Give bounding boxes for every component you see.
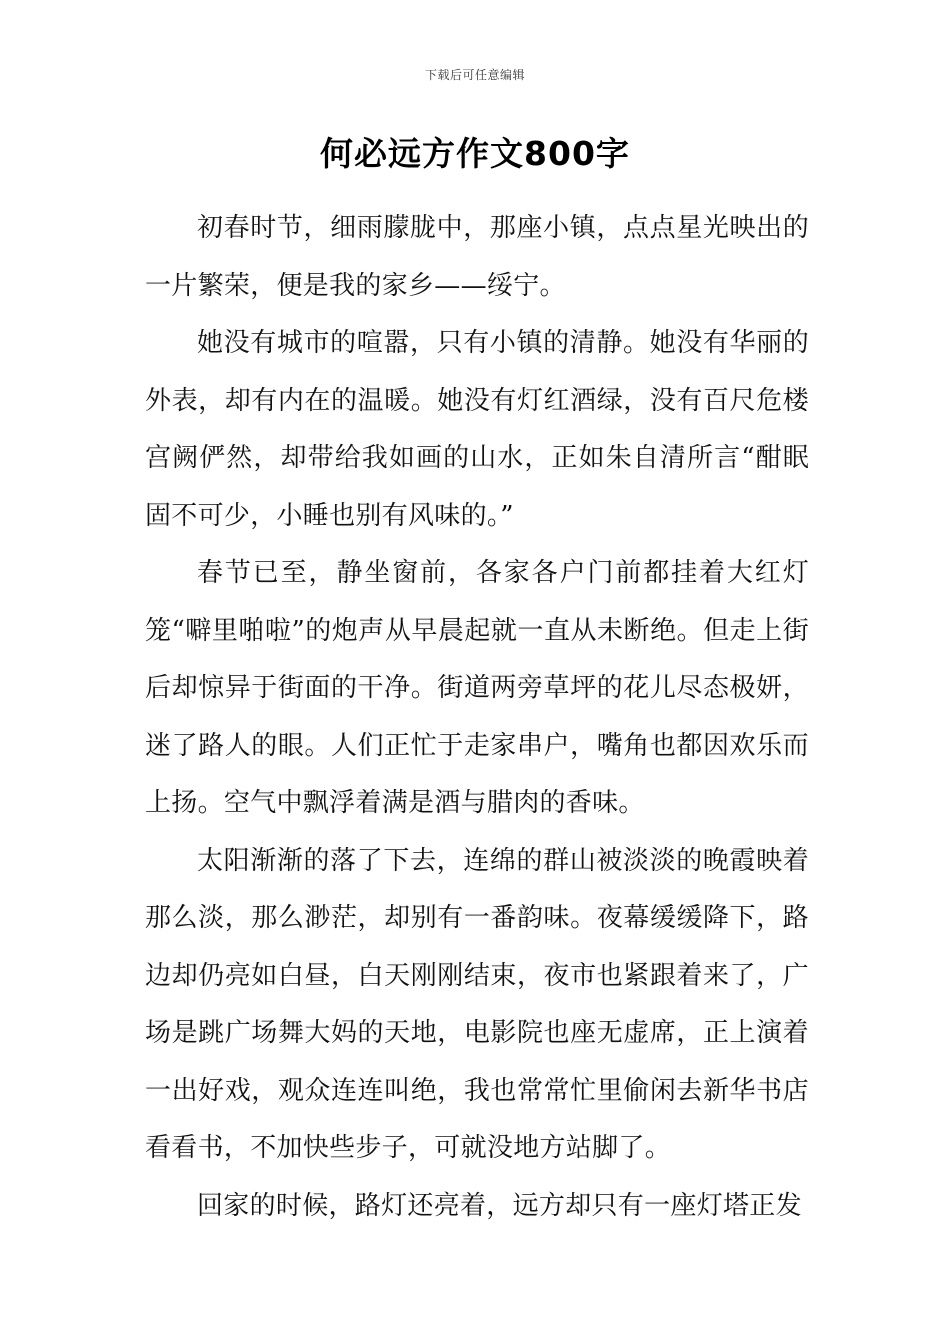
paragraph-1: 初春时节，细雨朦胧中，那座小镇，点点星光映出的一片繁荣，便是我的家乡——绥宁。 bbox=[145, 213, 809, 301]
header-note: 下载后可任意编辑 bbox=[424, 68, 525, 82]
paragraph-5: 回家的时候，路灯还亮着，远方却只有一座灯塔正发 bbox=[197, 1190, 802, 1221]
document-title: 何必远方作文800字 bbox=[320, 134, 630, 173]
paragraph-3: 春节已至，静坐窗前，各家各户门前都挂着大红灯笼“噼里啪啦”的炮声从早晨起就一直从未断绝。但走上街后却惊异于街面的干净。街道两旁草坪的花儿尽态极妍，迷了路人的眼。人们正忙于走家串户，嘴角也都因欢乐而上扬。空气中飘浮着满是酒与腊肉的香味。 bbox=[145, 558, 809, 818]
document-body bbox=[145, 200, 809, 1235]
paragraph-2: 她没有城市的喧嚣，只有小镇的清静。她没有华丽的外表，却有内在的温暖。她没有灯红酒绿，没有百尺危楼宫阙俨然，却带给我如画的山水，正如朱自清所言“酣眠固不可少，小睡也别有风味的。” bbox=[145, 328, 809, 531]
paragraph-4: 太阳渐渐的落了下去，连绵的群山被淡淡的晚霞映着那么淡，那么渺茫，却别有一番韵味。夜幕缓缓降下，路边却仍亮如白昼，白天刚刚结束，夜市也紧跟着来了，广场是跳广场舞大妈的天地，电影院也座无虚席，正上演着一出好戏，观众连连叫绝，我也常常忙里偷闲去新华书店看看书，不加快些步子，可就没地方站脚了。 bbox=[145, 845, 809, 1163]
